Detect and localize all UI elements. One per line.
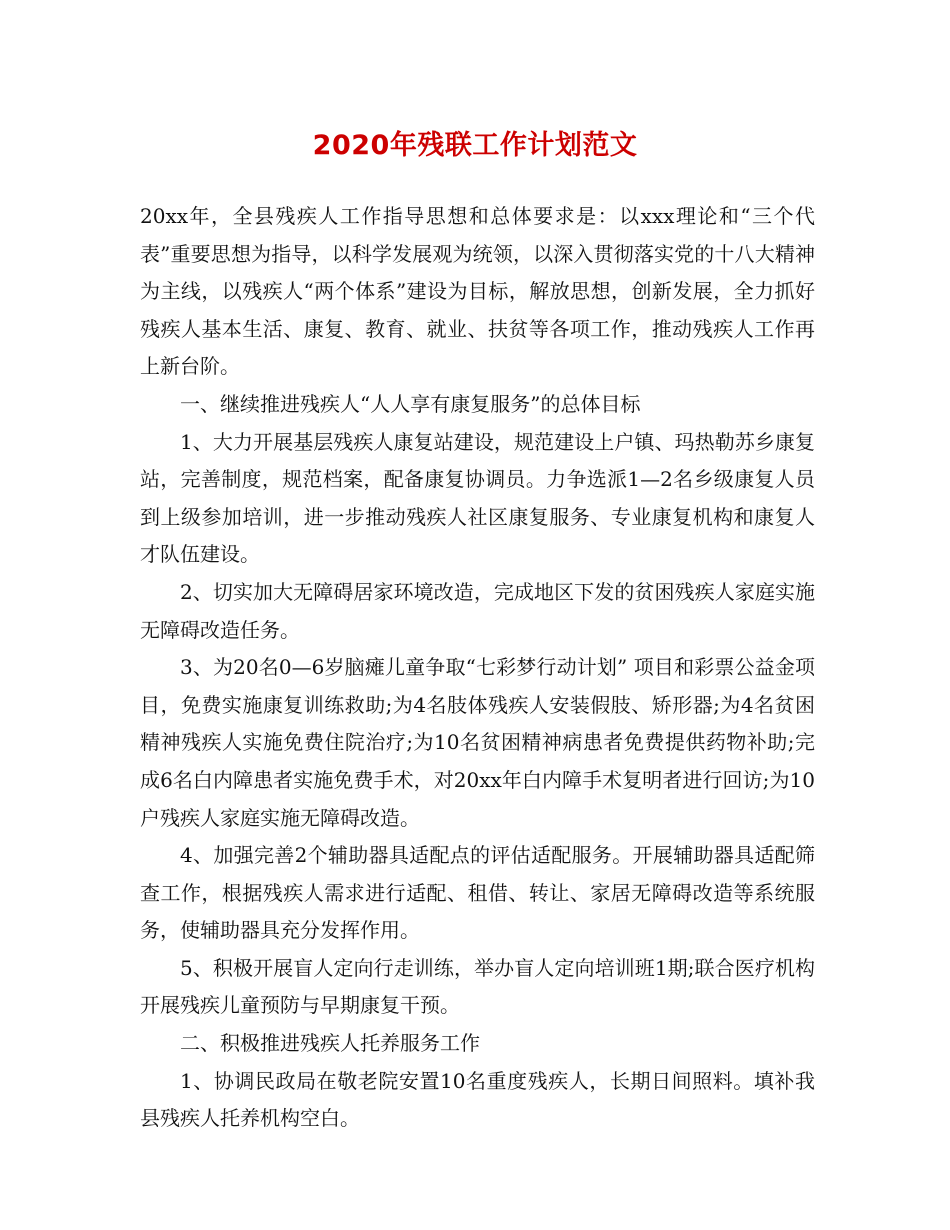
paragraph-item-1-3: 3、为20名0—6岁脑瘫儿童争取“七彩梦行动计划” 项目和彩票公益金项目，免费实施康复训练救助;为4名肢体残疾人安装假肢、矫形器;为4名贫困精神残疾人实施免费住院治疗;为10名贫困精神病患者免费提供药物补助;完成6名白内障患者实施免费手术，对20xx年白内障手术复明者进行回访;为10户残疾人家庭实施无障碍改造。 xyxy=(140,655,815,830)
paragraph-item-1-5: 5、积极开展盲人定向行走训练，举办盲人定向培训班1期;联合医疗机构开展残疾儿童预防与早期康复干预。 xyxy=(140,955,815,1018)
paragraph-item-1-4: 4、加强完善2个辅助器具适配点的评估适配服务。开展辅助器具适配筛查工作，根据残疾人需求进行适配、租借、转让、家居无障碍改造等系统服务，使辅助器具充分发挥作用。 xyxy=(140,843,815,943)
document-body xyxy=(140,198,815,1138)
intro-paragraph: 20xx年，全县残疾人工作指导思想和总体要求是：以xxx理论和“三个代表”重要思想为指导，以科学发展观为统领，以深入贯彻落实党的十八大精神为主线，以残疾人“两个体系”建设为目标，解放思想，创新发展，全力抓好残疾人基本生活、康复、教育、就业、扶贫等各项工作，推动残疾人工作再上新台阶。 xyxy=(140,204,815,379)
section-heading-1: 一、继续推进残疾人“人人享有康复服务”的总体目标 xyxy=(180,391,641,416)
document-title: 2020年残联工作计划范文 xyxy=(312,130,638,161)
paragraph-item-1-1: 1、大力开展基层残疾人康复站建设，规范建设上户镇、玛热勒苏乡康复站，完善制度，规范档案，配备康复协调员。力争选派1—2名乡级康复人员到上级参加培训，进一步推动残疾人社区康复服务、专业康复机构和康复人才队伍建设。 xyxy=(140,429,815,567)
paragraph-item-2-1: 1、协调民政局在敬老院安置10名重度残疾人，长期日间照料。填补我县残疾人托养机构空白。 xyxy=(140,1068,815,1131)
section-heading-2: 二、积极推进残疾人托养服务工作 xyxy=(180,1031,480,1056)
paragraph-item-1-2: 2、切实加大无障碍居家环境改造，完成地区下发的贫困残疾人家庭实施无障碍改造任务。 xyxy=(140,579,815,642)
